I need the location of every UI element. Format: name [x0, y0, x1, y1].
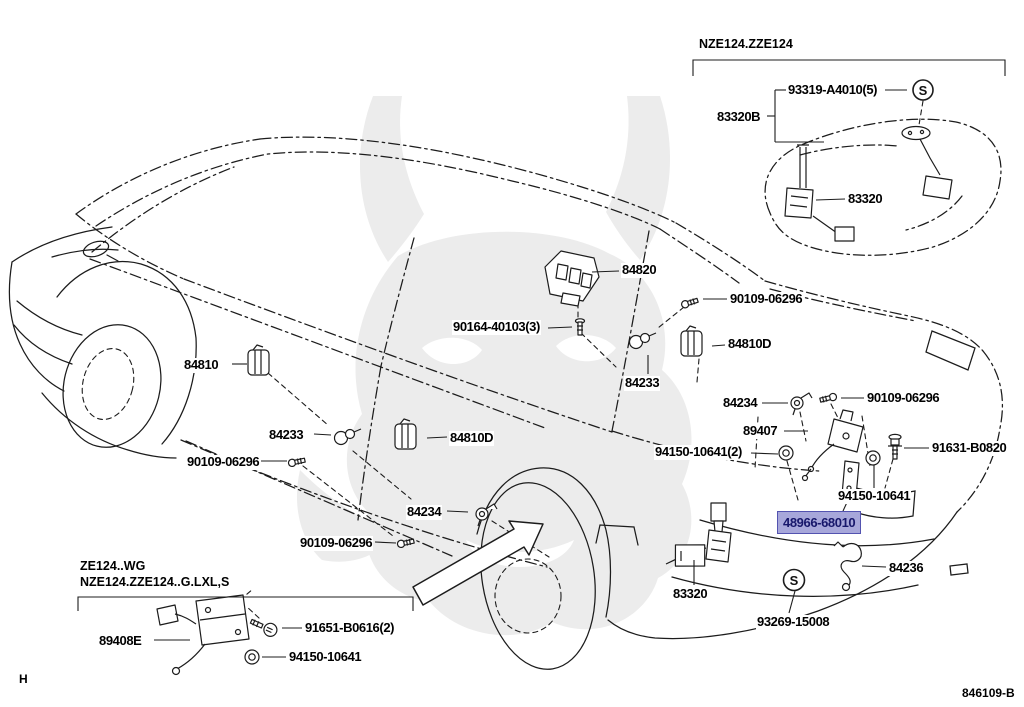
clip-84810-left-icon: [248, 345, 269, 375]
switch-84234-right-icon: [791, 393, 812, 415]
label-90109-06296-upper[interactable]: 90109-06296: [730, 291, 803, 306]
label-84233-left[interactable]: 84233: [269, 427, 304, 442]
label-93269-15008[interactable]: 93269-15008: [757, 614, 830, 629]
label-83320B[interactable]: 83320B: [717, 109, 761, 124]
label-84810D-right[interactable]: 84810D: [728, 336, 772, 351]
clip-84810D-right-icon: [681, 326, 702, 356]
label-90109-06296-rear[interactable]: 90109-06296: [867, 390, 940, 405]
fuel-sender-83320B-icon: [902, 127, 952, 200]
label-84234-left[interactable]: 84234: [407, 504, 442, 519]
screw-90109-rear-icon: [819, 393, 837, 404]
label-91651-B0616[interactable]: 91651-B0616(2): [305, 620, 395, 635]
s-symbol-bottom: [784, 570, 805, 591]
s-symbol-top: [913, 80, 933, 100]
screw-90109-upper-icon: [681, 297, 699, 309]
selected-part-label[interactable]: 48966-68010: [777, 511, 861, 534]
clip-84810D-left-icon: [395, 419, 416, 449]
label-94150-10641-rear[interactable]: 94150-10641: [838, 488, 911, 503]
label-90164-40103[interactable]: 90164-40103(3): [453, 319, 540, 334]
s-marker-top-text: S: [918, 83, 928, 98]
label-84820[interactable]: 84820: [622, 262, 657, 277]
label-90109-06296-bottom[interactable]: 90109-06296: [300, 535, 373, 550]
fuel-sender-83320-icon: [785, 145, 854, 241]
grommet-94150-rear-icon: [866, 451, 880, 465]
bolt-91651-icon: [249, 615, 279, 638]
label-83320-tank[interactable]: 83320: [848, 191, 883, 206]
section-title-top-right: NZE124.ZZE124: [699, 37, 793, 51]
page-corner-mark: H: [19, 672, 28, 686]
section-title-bl-line2: NZE124.ZZE124..G.LXL,S: [80, 575, 230, 589]
label-91631-B0820[interactable]: 91631-B0820: [932, 440, 1007, 455]
label-89407[interactable]: 89407: [743, 423, 778, 438]
label-84233-right[interactable]: 84233: [625, 375, 660, 390]
label-90109-06296-left[interactable]: 90109-06296: [187, 454, 260, 469]
label-94150-10641-front[interactable]: 94150-10641: [289, 649, 362, 664]
grommet-94150-front-icon: [245, 650, 259, 664]
grommet-94150-x2-icon: [779, 446, 793, 460]
label-94150-10641-x2[interactable]: 94150-10641(2): [655, 444, 742, 459]
label-93319-A4010[interactable]: 93319-A4010(5): [788, 82, 878, 97]
label-89408E[interactable]: 89408E: [99, 633, 142, 648]
diagram-code: 846109-B: [962, 686, 1015, 700]
height-sensor-89408E-icon: [157, 595, 249, 675]
label-84810D-left[interactable]: 84810D: [450, 430, 494, 445]
bolt-91631-icon: [888, 434, 902, 459]
label-84810-left[interactable]: 84810: [184, 357, 219, 372]
label-84234-right[interactable]: 84234: [723, 395, 758, 410]
label-83320-rear[interactable]: 83320: [673, 586, 708, 601]
section-title-bl-line1: ZE124..WG: [80, 559, 146, 573]
hook-84236-icon: [834, 542, 861, 591]
s-marker-bottom-text: S: [789, 573, 799, 588]
label-84236[interactable]: 84236: [889, 560, 924, 575]
